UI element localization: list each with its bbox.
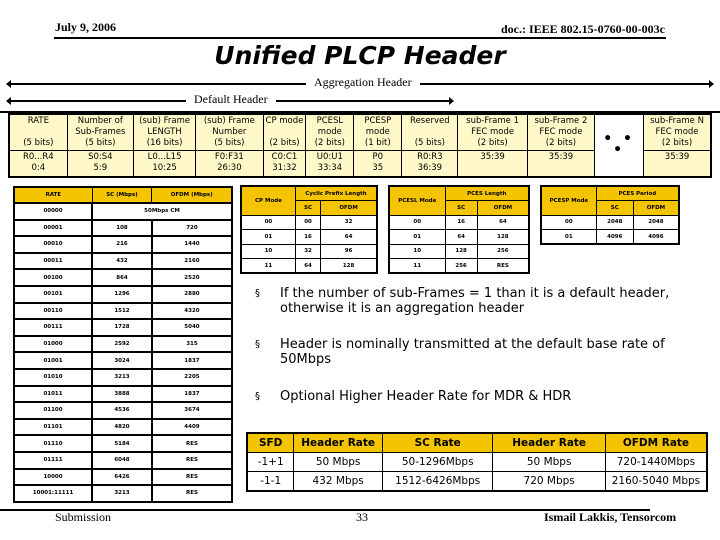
field-bits: (2 bits) [269, 138, 300, 148]
table-cell: 00101 [14, 286, 92, 303]
table-row [389, 215, 529, 230]
sub-column-header: SC [445, 201, 477, 216]
table-cell: 2880 [152, 286, 232, 303]
bullet-icon: § [255, 391, 260, 402]
table-cell: 1512-6426Mbps [382, 472, 493, 492]
table-cell: 1512 [92, 303, 152, 320]
table-cell: 32 [295, 244, 320, 259]
table-cell: 432 [92, 253, 152, 270]
table-row [241, 215, 377, 230]
table-cell: 01 [541, 230, 596, 245]
table-cell: 4096 [596, 230, 633, 245]
field-bit-range: 35 [372, 163, 384, 173]
field-bits: (2 bits) [661, 138, 693, 148]
field-bit-symbols: L0...L15 [147, 152, 182, 162]
table-cell: 01 [389, 230, 445, 245]
field-name: (sub) Frame Number [203, 116, 255, 137]
table-row [14, 485, 232, 502]
table-cell: 128 [445, 244, 477, 259]
field-header-cell [644, 114, 711, 151]
field-bit-range-cell [67, 151, 133, 177]
table-cell: RES [152, 435, 232, 452]
table-row [14, 352, 232, 369]
field-bit-symbols: S0:S4 [88, 152, 113, 162]
table-row [14, 386, 232, 403]
field-header-cell [196, 114, 263, 151]
sub-column-header: OFDM [477, 201, 529, 216]
column-header: OFDM Rate [605, 433, 707, 452]
table-row [14, 220, 232, 237]
doc-id: doc.: IEEE 802.15-0760-00-003c [501, 22, 665, 36]
field-bits: (5 bits) [414, 138, 445, 148]
table-cell: 2160-5040 Mbps [605, 472, 707, 492]
field-bits: (5 bits) [23, 138, 54, 148]
table-row [14, 402, 232, 419]
table-cell: -1-1 [247, 472, 294, 492]
field-header-cell [354, 114, 402, 151]
table-row [389, 259, 529, 274]
field-bit-range-cell [196, 151, 263, 177]
table-cell: 1837 [152, 352, 232, 369]
column-header: SC Rate [382, 433, 493, 452]
column-header: Header Rate [294, 433, 383, 452]
column-header: RATE [14, 187, 92, 203]
table-cell: 720 [152, 220, 232, 237]
table-cell: 10 [389, 244, 445, 259]
field-name: sub-Frame 2 FEC mode [534, 116, 588, 137]
table-row [389, 244, 529, 259]
table-cell: 315 [152, 336, 232, 353]
table-row [241, 230, 377, 245]
field-name: sub-Frame 1 FEC mode [466, 116, 520, 137]
table-cell: 6048 [92, 452, 152, 469]
field-bit-range: 35:39 [480, 152, 505, 162]
table-cell: 3213 [92, 485, 152, 502]
table-row [241, 244, 377, 259]
table-cell: 01010 [14, 369, 92, 386]
table-header-row [247, 433, 707, 452]
table-header-row [541, 186, 679, 201]
field-name: RATE [27, 116, 49, 126]
table-cell: 00 [241, 215, 295, 230]
table-cell: 128 [477, 230, 529, 245]
table-cell: 10 [241, 244, 295, 259]
field-bit-range-cell [354, 151, 402, 177]
field-bit-symbols: R0...R4 [22, 152, 54, 162]
table-cell: 2520 [152, 269, 232, 286]
table-cell: 01110 [14, 435, 92, 452]
table-row [241, 259, 377, 274]
cp-mode-table [240, 185, 378, 274]
field-name: Reserved [410, 116, 450, 126]
field-bit-range: 33:34 [317, 163, 343, 173]
table-row [14, 419, 232, 436]
sub-column-header: OFDM [633, 201, 679, 216]
table-cell: 2205 [152, 369, 232, 386]
table-cell: 1296 [92, 286, 152, 303]
table-cell: RES [152, 485, 232, 502]
table-cell: RES [152, 469, 232, 486]
field-bit-range-cell [9, 151, 67, 177]
table-cell: 10001:11111 [14, 485, 92, 502]
mode-column-header: PCESP Mode [541, 186, 596, 215]
aggregation-header-label: Aggregation Header [306, 75, 420, 90]
footer-author: Ismail Lakkis, Tensorcom [544, 510, 677, 524]
table-cell: 64 [321, 230, 377, 245]
table-cell: 216 [92, 236, 152, 253]
table-cell: 01100 [14, 402, 92, 419]
table-cell: 00 [389, 215, 445, 230]
table-cell: 5040 [152, 319, 232, 336]
column-header: OFDM (Mbps) [152, 187, 232, 203]
table-row [14, 286, 232, 303]
table-cell: 00110 [14, 303, 92, 320]
table-cell: 64 [477, 215, 529, 230]
table-cell: 128 [321, 259, 377, 274]
field-bit-range: 35:39 [548, 152, 574, 162]
bullet-text: If the number of sub-Frames = 1 than it is a default header, otherwise it is an aggregation header [280, 286, 670, 316]
table-cell: 32 [321, 215, 377, 230]
field-bit-symbols: U0:U1 [316, 152, 343, 162]
sub-column-header: OFDM [321, 201, 377, 216]
field-bit-symbols: F0:F31 [214, 152, 244, 162]
header-field-table [8, 113, 712, 178]
table-cell: 00100 [14, 269, 92, 286]
field-bits: (1 bit) [364, 138, 391, 148]
table-cell: 108 [92, 220, 152, 237]
table-cell: 64 [445, 230, 477, 245]
mode-column-header: CP Mode [241, 186, 295, 215]
table-cell: 3213 [92, 369, 152, 386]
field-header-cell [133, 114, 195, 151]
table-header-row [241, 186, 377, 201]
table-row [14, 253, 232, 270]
table-cell: 00 [541, 215, 596, 230]
table-cell: 50 Mbps [493, 452, 605, 472]
table-cell: 2048 [596, 215, 633, 230]
default-header-arrow [10, 92, 450, 106]
table-cell: 00111 [14, 319, 92, 336]
table-cell: 10000 [14, 469, 92, 486]
date: July 9, 2006 [55, 20, 117, 34]
sub-column-header: SC [295, 201, 320, 216]
table-cell: 50 Mbps [294, 452, 383, 472]
table-cell: 720 Mbps [493, 472, 605, 492]
field-header-cell [527, 114, 594, 151]
table-row [14, 319, 232, 336]
ellipsis-icon: • • • [595, 114, 644, 177]
table-row [247, 472, 707, 492]
table-cell: 11 [389, 259, 445, 274]
table-cell: 6426 [92, 469, 152, 486]
table-cell: 1837 [152, 386, 232, 403]
table-cell: 00 [295, 215, 320, 230]
table-row [14, 452, 232, 469]
table-cell: 00000 [14, 203, 92, 220]
mode-column-header: PCESL Mode [389, 186, 445, 215]
table-row [14, 435, 232, 452]
field-bit-range: 10:25 [152, 163, 177, 173]
table-cell: 00001 [14, 220, 92, 237]
table-row [389, 230, 529, 245]
column-header: Header Rate [493, 433, 605, 452]
table-cell: 432 Mbps [294, 472, 383, 492]
table-cell: 16 [445, 215, 477, 230]
field-bit-symbols: R0:R3 [417, 152, 443, 162]
bullet-icon: § [255, 288, 260, 299]
field-bit-range: 0:4 [31, 163, 46, 173]
table-cell: RES [477, 259, 529, 274]
table-cell: 720-1440Mbps [605, 452, 707, 472]
table-row [14, 336, 232, 353]
field-bits: (2 bits) [314, 138, 345, 148]
header-divider [54, 37, 666, 39]
table-cell: 50Mbps CM [92, 203, 232, 220]
table-cell: 3674 [152, 402, 232, 419]
table-row [541, 215, 679, 230]
rate-table [13, 186, 233, 503]
bullet-text: Header is nominally transmitted at the default base rate of 50Mbps [280, 337, 665, 367]
field-bit-range-cell [527, 151, 594, 177]
table-cell: 256 [477, 244, 529, 259]
field-bit-range-cell [402, 151, 458, 177]
field-bit-range: 5:9 [93, 163, 108, 173]
table-cell: 256 [445, 259, 477, 274]
field-bits: (2 bits) [545, 138, 577, 148]
page-title: Unified PLCP Header [214, 41, 506, 70]
table-cell: 2048 [633, 215, 679, 230]
table-cell: RES [152, 452, 232, 469]
field-bit-range-cell [306, 151, 354, 177]
field-header-cell [9, 114, 67, 151]
bullet-icon: § [255, 339, 260, 350]
column-header: SFD [247, 433, 294, 452]
field-bit-range: 26:30 [217, 163, 242, 173]
table-row [14, 236, 232, 253]
field-bit-range: 35:39 [664, 152, 690, 162]
table-cell: 01111 [14, 452, 92, 469]
table-cell: 01 [241, 230, 295, 245]
table-row [541, 230, 679, 245]
table-cell: 01011 [14, 386, 92, 403]
field-name: Number of Sub-Frames [75, 116, 126, 137]
table-cell: 1440 [152, 236, 232, 253]
table-cell: 01101 [14, 419, 92, 436]
table-cell: 50-1296Mbps [382, 452, 493, 472]
column-header: SC (Mbps) [92, 187, 152, 203]
table-cell: 2160 [152, 253, 232, 270]
table-cell: 11 [241, 259, 295, 274]
table-cell: 00010 [14, 236, 92, 253]
table-cell: 01000 [14, 336, 92, 353]
field-name: PCESP mode [364, 116, 392, 137]
table-row [14, 203, 232, 220]
field-name: sub-Frame N FEC mode [650, 116, 704, 137]
field-header-cell [263, 114, 306, 151]
table-cell: 3888 [92, 386, 152, 403]
field-bits: (5 bits) [214, 138, 245, 148]
bullet-text: Optional Higher Header Rate for MDR & HDR [280, 389, 572, 404]
table-header-row [389, 186, 529, 201]
pcesl-mode-table [388, 185, 530, 274]
table-cell: 2592 [92, 336, 152, 353]
field-bits: (5 bits) [85, 138, 116, 148]
field-name: (sub) Frame LENGTH [139, 116, 191, 137]
rate-summary-table [246, 432, 708, 492]
table-cell: 16 [295, 230, 320, 245]
field-bit-symbols: C0:C1 [271, 152, 298, 162]
table-header-row [14, 187, 232, 203]
table-cell: 00011 [14, 253, 92, 270]
pcesp-mode-table [540, 185, 680, 245]
field-bit-range-cell [133, 151, 195, 177]
table-cell: 3024 [92, 352, 152, 369]
field-header-cell [458, 114, 527, 151]
table-cell: 01001 [14, 352, 92, 369]
table-row [14, 303, 232, 320]
field-header-cell [402, 114, 458, 151]
table-cell: -1+1 [247, 452, 294, 472]
table-cell: 4409 [152, 419, 232, 436]
page-number: 33 [356, 510, 368, 524]
group-column-header: PCES Length [445, 186, 529, 201]
aggregation-header-arrow [10, 75, 710, 89]
table-row [247, 452, 707, 472]
field-bits: (2 bits) [477, 138, 508, 148]
field-bit-range: 31:32 [272, 163, 297, 173]
field-name: PCESL mode [316, 116, 344, 137]
field-bit-range: 36:39 [417, 163, 443, 173]
table-cell: 5184 [92, 435, 152, 452]
group-column-header: PCES Period [596, 186, 679, 201]
sub-column-header: SC [596, 201, 633, 216]
field-bit-range-cell [263, 151, 306, 177]
table-cell: 864 [92, 269, 152, 286]
default-header-label: Default Header [186, 92, 276, 107]
field-header-cell [306, 114, 354, 151]
group-column-header: Cyclic Prefix Length [295, 186, 377, 201]
table-cell: 4096 [633, 230, 679, 245]
field-bit-symbols: P0 [372, 152, 384, 162]
field-bits: (16 bits) [146, 138, 183, 148]
table-cell: 64 [295, 259, 320, 274]
table-row [14, 369, 232, 386]
table-cell: 4320 [152, 303, 232, 320]
field-name: CP mode [265, 116, 304, 126]
field-bit-range-cell [644, 151, 711, 177]
table-cell: 1728 [92, 319, 152, 336]
table-cell: 4820 [92, 419, 152, 436]
table-cell: 4536 [92, 402, 152, 419]
field-bit-range-cell [458, 151, 527, 177]
table-row [14, 269, 232, 286]
table-row [14, 469, 232, 486]
table-cell: 96 [321, 244, 377, 259]
field-header-cell [67, 114, 133, 151]
footer-submission: Submission [55, 510, 112, 524]
